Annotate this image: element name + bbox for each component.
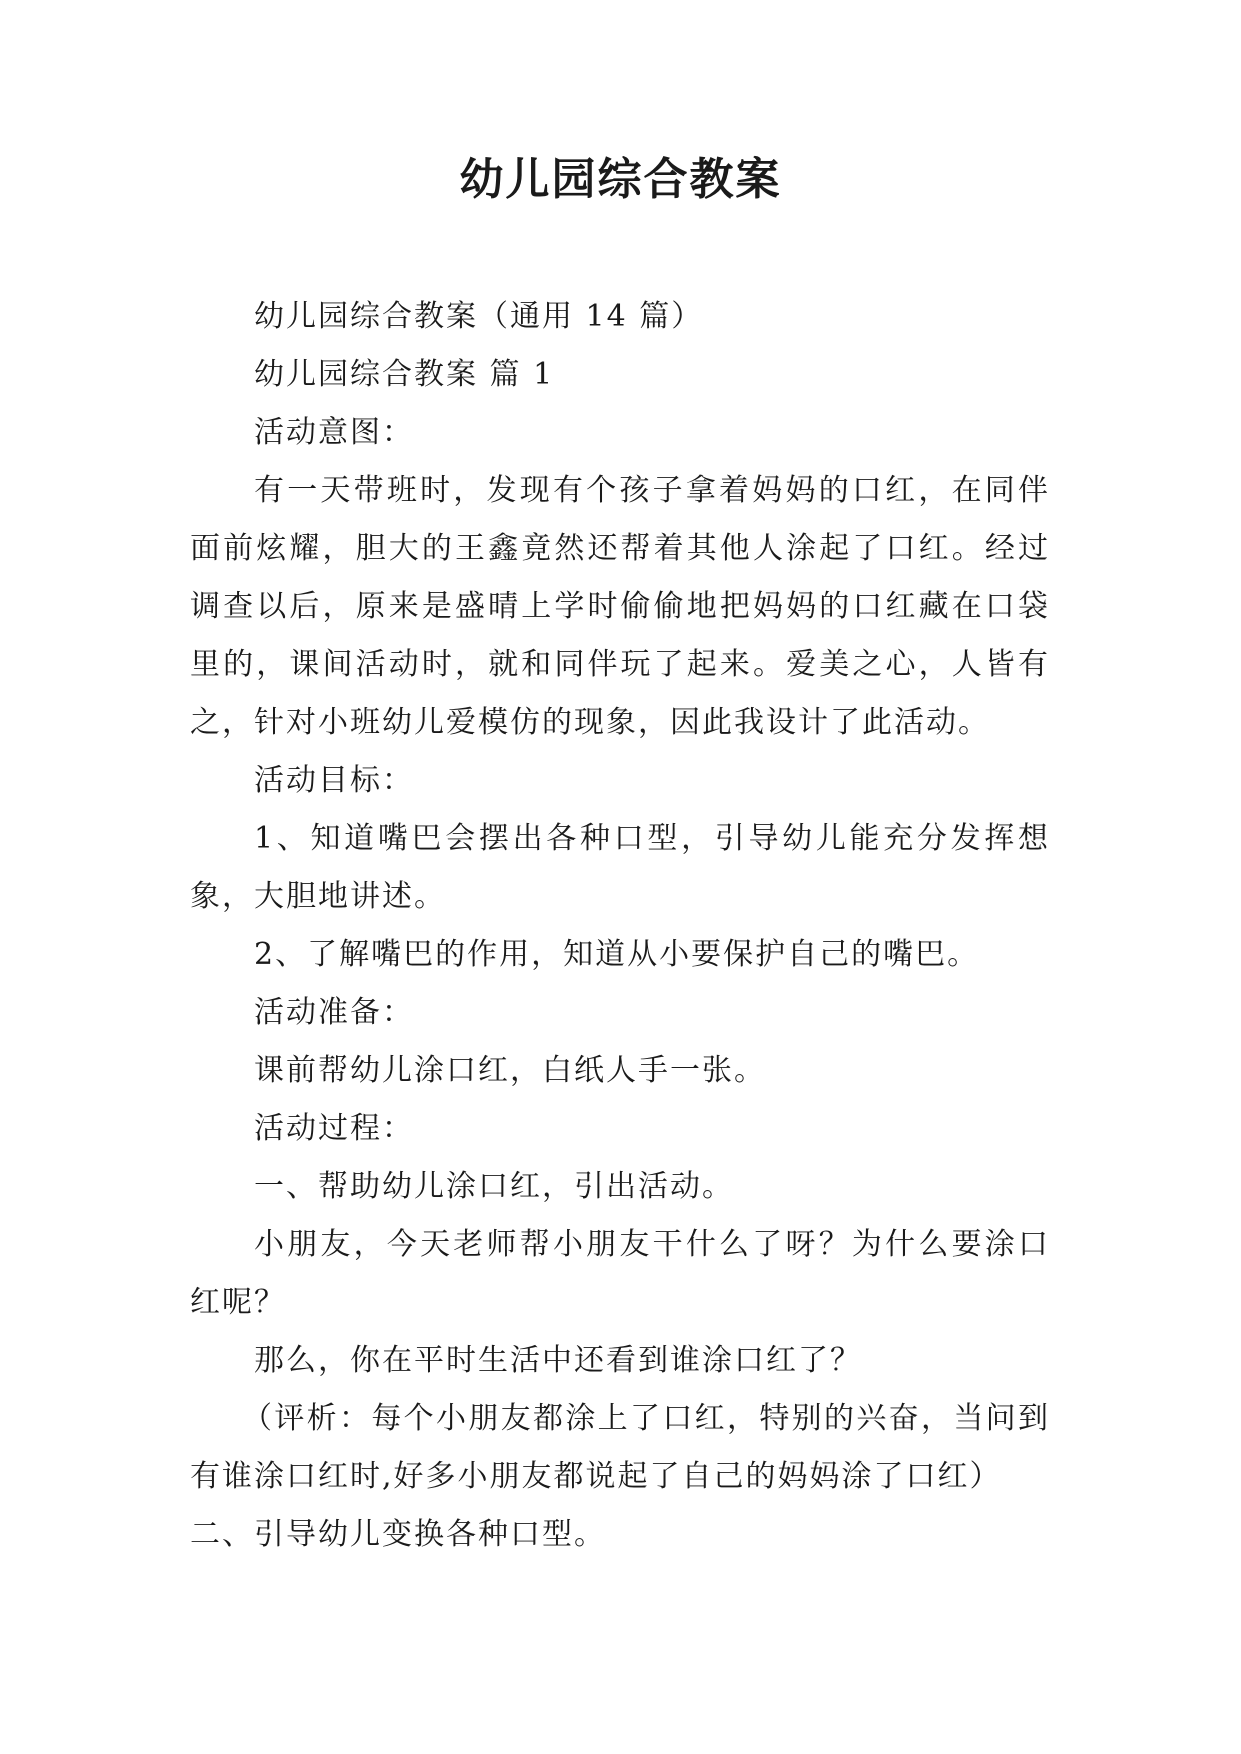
document-body — [190, 288, 1050, 1564]
paragraph-step-2: 二、引导幼儿变换各种口型。 — [190, 1517, 606, 1552]
paragraph-intent-heading: 活动意图： — [254, 415, 414, 450]
document-title: 幼儿园综合教案 — [459, 154, 782, 205]
paragraph-step-1: 一、帮助幼儿涂口红，引出活动。 — [254, 1169, 734, 1204]
paragraph-comment: （评析：每个小朋友都涂上了口红，特别的兴奋，当问到有谁涂口红时,好多小朋友都说起了自己的妈妈涂了口红） — [190, 1401, 1050, 1494]
paragraph-intent-text: 有一天带班时，发现有个孩子拿着妈妈的口红，在同伴面前炫耀，胆大的王鑫竟然还帮着其他人涂起了口红。经过调查以后，原来是盛晴上学时偷偷地把妈妈的口红藏在口袋里的，课间活动时，就和同伴玩了起来。爱美之心，人皆有之，针对小班幼儿爱模仿的现象，因此我设计了此活动。 — [190, 473, 1050, 740]
paragraph-process-heading: 活动过程： — [254, 1111, 414, 1146]
paragraph-prep-heading: 活动准备： — [254, 995, 414, 1030]
paragraph-step-1-followup: 那么，你在平时生活中还看到谁涂口红了？ — [254, 1343, 862, 1378]
paragraph-section-heading: 幼儿园综合教案 篇 1 — [254, 357, 555, 392]
paragraph-step-1-question: 小朋友，今天老师帮小朋友干什么了呀？为什么要涂口红呢？ — [190, 1227, 1050, 1320]
paragraph-prep-text: 课前帮幼儿涂口红，白纸人手一张。 — [254, 1053, 766, 1088]
paragraph-subtitle: 幼儿园综合教案（通用 14 篇） — [254, 299, 704, 334]
paragraph-goal-2: 2、了解嘴巴的作用，知道从小要保护自己的嘴巴。 — [254, 937, 980, 972]
paragraph-goals-heading: 活动目标： — [254, 763, 414, 798]
paragraph-goal-1: 1、知道嘴巴会摆出各种口型，引导幼儿能充分发挥想象，大胆地讲述。 — [190, 821, 1050, 914]
